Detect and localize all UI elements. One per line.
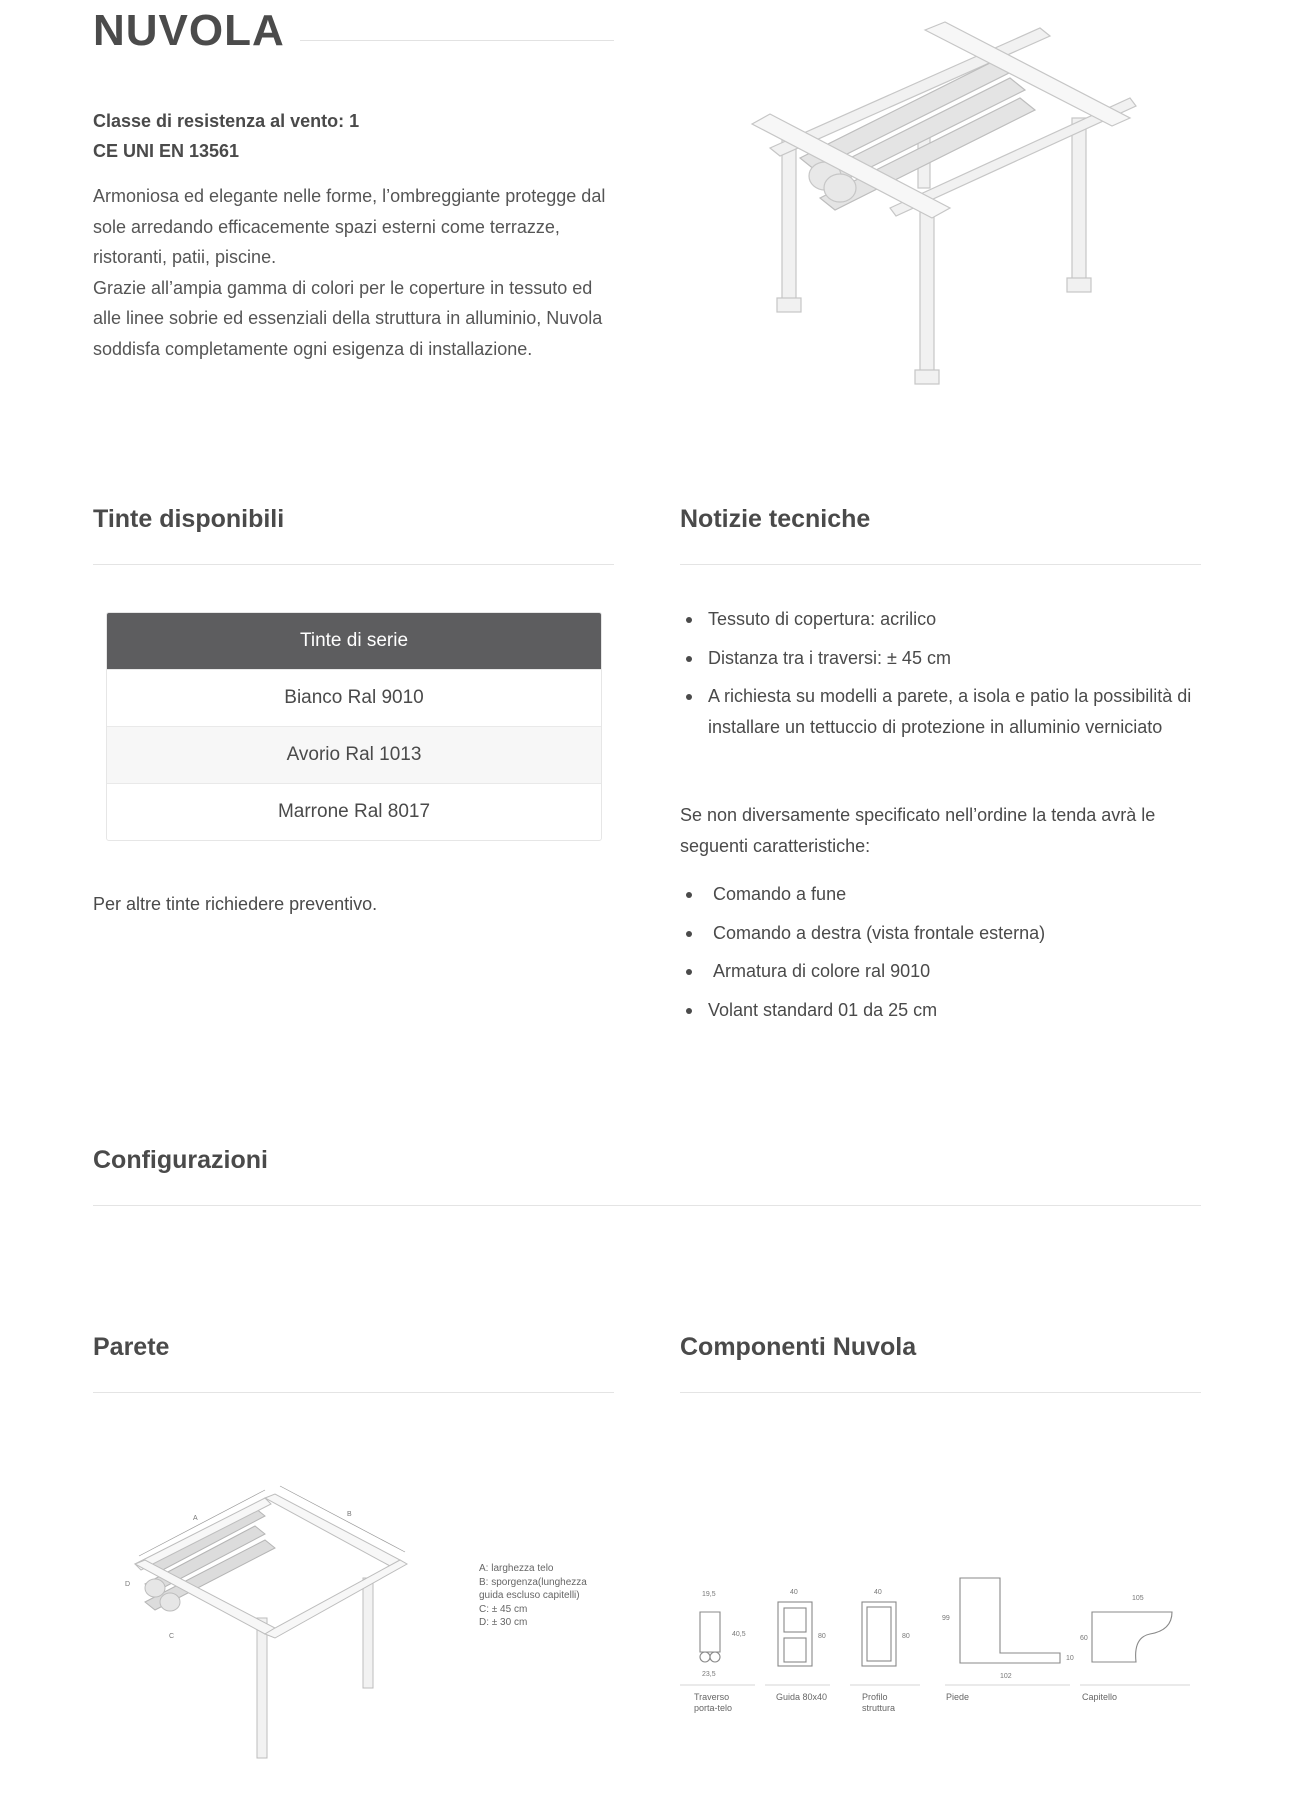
- guida-profile: [778, 1602, 812, 1666]
- capitello-profile: [1092, 1612, 1172, 1662]
- config-heading: Configurazioni: [93, 1146, 268, 1174]
- componenti-divider: [680, 1392, 1201, 1393]
- guida-dim: 40: [790, 1589, 798, 1596]
- list-item: Tessuto di copertura: acrilico: [680, 604, 1210, 635]
- parete-diagram: [115, 1468, 415, 1768]
- list-item: Comando a destra (vista frontale esterna): [680, 918, 1210, 949]
- page-title: NUVOLA: [93, 6, 285, 55]
- traverso-dim: 23,5: [702, 1671, 716, 1678]
- tinte-table-row: Avorio Ral 1013: [107, 726, 601, 783]
- component-label: Piede: [946, 1692, 970, 1702]
- tinte-table-row: Marrone Ral 8017: [107, 783, 601, 840]
- parete-legend: [479, 1562, 587, 1630]
- config-divider: [93, 1205, 1201, 1206]
- parete-heading: Parete: [93, 1333, 170, 1361]
- component-label: Traverso porta-telo: [694, 1692, 733, 1713]
- component-label: Guida 80x40: [776, 1692, 828, 1702]
- label-d: D: [125, 1581, 131, 1588]
- traverso-profile: [700, 1612, 720, 1652]
- profilo-dim: 80: [902, 1633, 910, 1640]
- component-label: Capitello: [1082, 1692, 1118, 1702]
- product-specs: [93, 106, 359, 166]
- tinte-table-header: Tinte di serie: [107, 613, 601, 669]
- notizie-heading: Notizie tecniche: [680, 505, 871, 533]
- description-paragraph: Grazie all’ampia gamma di colori per le coperture in tessuto ed alle linee sobrie ed essenziali della struttura in alluminio, Nuvola soddisfa completamente ogni esigenza di installazione.: [93, 277, 603, 359]
- componenti-heading: Componenti Nuvola: [680, 1333, 917, 1361]
- legend-line: A: larghezza telo: [479, 1563, 554, 1574]
- capitello-dim: 105: [1132, 1595, 1144, 1602]
- list-item: Volant standard 01 da 25 cm: [680, 995, 1210, 1026]
- legend-line: D: ± 30 cm: [479, 1617, 528, 1628]
- product-description: [93, 181, 613, 364]
- traverso-dim: 40,5: [732, 1631, 746, 1638]
- piede-dim: 10: [1066, 1655, 1074, 1662]
- ce-norm: CE UNI EN 13561: [93, 141, 240, 161]
- list-item: Comando a fune: [680, 879, 1210, 910]
- wind-class: Classe di resistenza al vento: 1: [93, 111, 360, 131]
- legend-line: B: sporgenza(lunghezza: [479, 1576, 587, 1588]
- traverso-dim: 19,5: [702, 1591, 716, 1598]
- tinte-divider: [93, 564, 614, 565]
- label-b: B: [347, 1511, 352, 1518]
- title-divider: [300, 40, 614, 41]
- piede-dim: 99: [942, 1615, 950, 1622]
- tinte-table: [106, 612, 602, 841]
- tech-bullets: [680, 604, 1210, 742]
- label-c: C: [169, 1633, 175, 1640]
- legend-line: guida escluso capitelli): [479, 1590, 580, 1601]
- list-item: Distanza tra i traversi: ± 45 cm: [680, 643, 1210, 674]
- capitello-dim: 60: [1080, 1635, 1088, 1642]
- piede-profile: [960, 1578, 1060, 1663]
- guida-dim: 80: [818, 1633, 826, 1640]
- tinte-table-row: Bianco Ral 9010: [107, 669, 601, 726]
- pergola-product-image: [740, 8, 1140, 398]
- defaults-intro: Se non diversamente specificato nell’ordine la tenda avrà le seguenti caratteristiche:: [680, 805, 1156, 856]
- default-features: [680, 879, 1210, 1025]
- list-item: A richiesta su modelli a parete, a isola e patio la possibilità di installare un tettuccio di protezione in alluminio verniciato: [680, 681, 1210, 742]
- description-paragraph: Armoniosa ed elegante nelle forme, l’ombreggiante protegge dal sole arredando efficacemente spazi esterni come terrazze, ristoranti, patii, piscine.: [93, 186, 606, 267]
- legend-line: C: ± 45 cm: [479, 1603, 528, 1615]
- profilo-dim: 40: [874, 1589, 882, 1596]
- label-a: A: [193, 1515, 198, 1522]
- componenti-diagram: [680, 1560, 1200, 1710]
- tinte-heading: Tinte disponibili: [93, 505, 285, 533]
- tinte-note: Per altre tinte richiedere preventivo.: [93, 894, 378, 914]
- parete-divider: [93, 1392, 614, 1393]
- piede-dim: 102: [1000, 1673, 1012, 1680]
- component-label: Profilo struttura: [862, 1692, 896, 1713]
- list-item: Armatura di colore ral 9010: [680, 956, 1210, 987]
- notizie-divider: [680, 564, 1201, 565]
